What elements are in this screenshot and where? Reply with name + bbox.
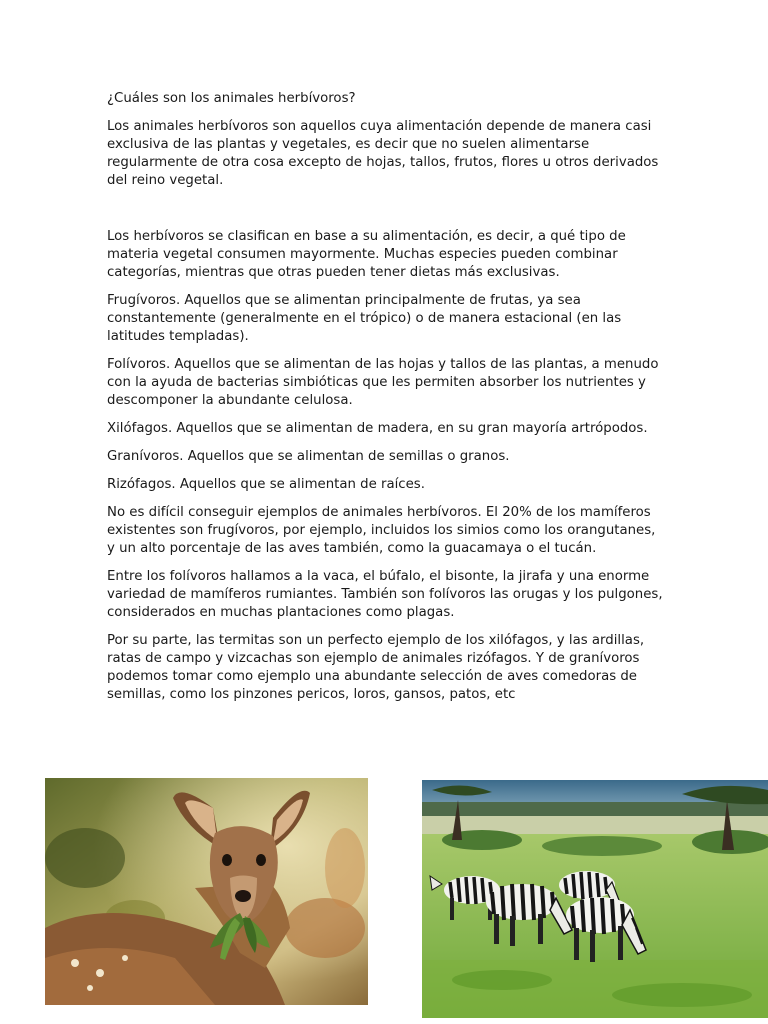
paragraph-granivoros: Granívoros. Aquellos que se alimentan de semillas o granos. — [107, 449, 510, 464]
paragraph-xilofagos-examples: Por su parte, las termitas son un perfecto ejemplo de los xilófagos, y las ardillas, ratas de campo y vizcachas son ejemplo de animales rizófagos. Y de granívoros podemos tomar como ejemplo una abundante selección de aves comedoras de semillas, como los pinzones pericos, loros, gansos, patos, etc — [107, 633, 645, 702]
paragraph-frugivoros: Frugívoros. Aquellos que se alimentan principalmente de frutas, ya sea constantemente (generalmente en el trópico) o de manera estacional (en las latitudes templadas). — [107, 293, 622, 344]
paragraph-rizofagos: Rizófagos. Aquellos que se alimentan de raíces. — [107, 477, 425, 492]
paragraph-classification: Los herbívoros se clasifican en base a su alimentación, es decir, a qué tipo de materia vegetal consumen mayormente. Muchas especies pueden combinar categorías, mientras que otras pueden tener dietas más exclusivas. — [107, 229, 626, 280]
document-body — [107, 90, 667, 714]
paragraph-folivoros-examples: Entre los folívoros hallamos a la vaca, el búfalo, el bisonte, la jirafa y una enorme variedad de mamíferos rumiantes. También son folívoros las orugas y los pulgones, considerados en muchas plantaciones como plagas. — [107, 569, 663, 620]
paragraph-xilofagos: Xilófagos. Aquellos que se alimentan de madera, en su gran mayoría artrópodos. — [107, 421, 648, 436]
zebras-grazing-icon — [422, 780, 768, 1018]
paragraph-definition: Los animales herbívoros son aquellos cuya alimentación depende de manera casi exclusiva de las plantas y vegetales, es decir que no suelen alimentarse regularmente de otra cosa excepto de hojas, tallos, frutos, flores u otros derivados del reino vegetal. — [107, 119, 659, 188]
deer-photo — [45, 778, 368, 1005]
zebras-photo — [422, 780, 768, 1018]
document-heading: ¿Cuáles son los animales herbívoros? — [107, 91, 356, 106]
paragraph-folivoros: Folívoros. Aquellos que se alimentan de las hojas y tallos de las plantas, a menudo con la ayuda de bacterias simbióticas que les permiten absorber los nutrientes y descomponer la abundante celulosa. — [107, 357, 659, 408]
paragraph-examples: No es difícil conseguir ejemplos de animales herbívoros. El 20% de los mamíferos existentes son frugívoros, por ejemplo, incluidos los simios como los orangutanes, y un alto porcentaje de las aves también, como la guacamaya o el tucán. — [107, 505, 656, 556]
deer-eating-leaves-icon — [45, 778, 368, 1005]
